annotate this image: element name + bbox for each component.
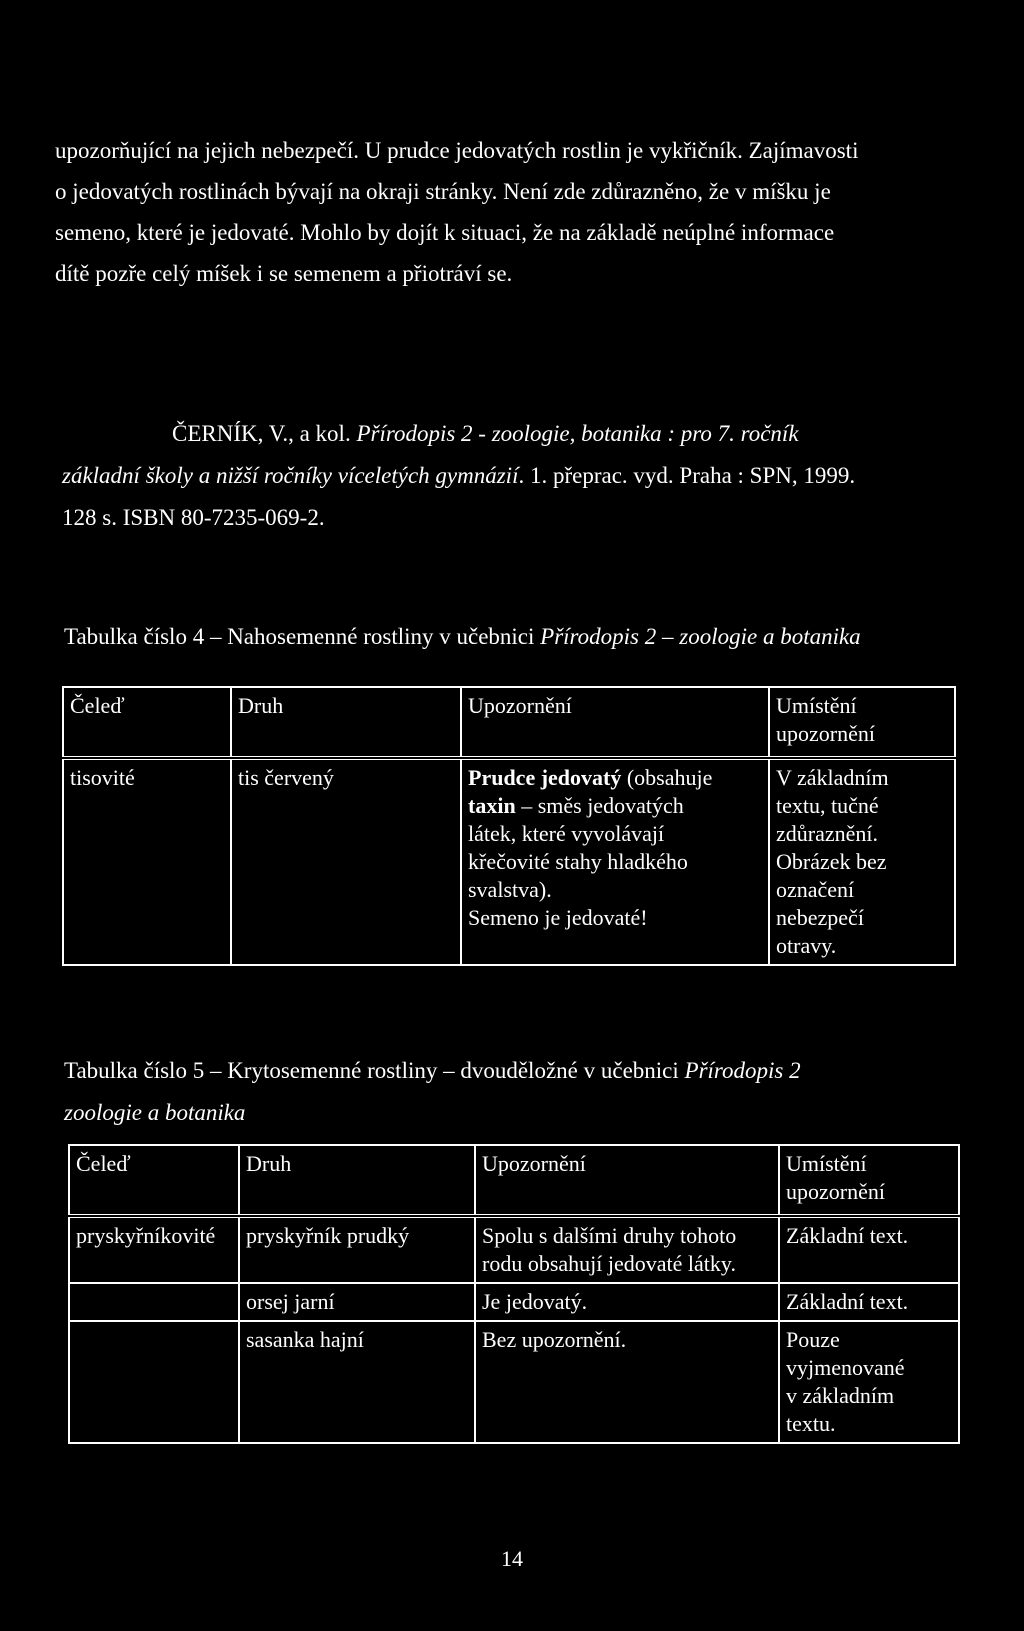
table5-caption [64,1050,801,1134]
cell-umisteni: Základní text. [779,1283,959,1321]
cell-upozorneni: Je jedovatý. [475,1283,779,1321]
cell-upozorneni: Bez upozornění. [475,1321,779,1443]
table-header-row [69,1145,959,1216]
header-celed: Čeleď [63,687,231,758]
bibliographic-reference [62,413,972,539]
table-row [63,758,955,965]
cell-druh: sasanka hajní [239,1321,475,1443]
reference-title: Přírodopis 2 - zoologie, botanika : pro 7. ročník [356,421,799,446]
table-row [69,1216,959,1283]
reference-title-continued: základní školy a nižší ročníky víceletých gymnázií [62,463,519,488]
cell-druh: pryskyřník prudký [239,1216,475,1283]
text-line: upozorňující na jejich nebezpečí. U prudce jedovatých rostlin je vykřičník. Zajímavosti [55,138,859,163]
text-line: dítě pozře celý míšek i se semenem a přiotráví se. [55,261,513,286]
reference-authors: ČERNÍK, V., a kol. [172,421,357,446]
header-umisteni: Umístění upozornění [769,687,955,758]
reference-publication: . 1. přeprac. vyd. Praha : SPN, 1999. [518,463,856,488]
table5-caption-title-continued: zoologie a botanika [64,1100,246,1125]
cell-celed [69,1283,239,1321]
cell-umisteni: Základní text. [779,1216,959,1283]
text-line: o jedovatých rostlinách bývají na okraji stránky. Není zde zdůrazněno, že v míšku je [55,179,831,204]
reference-line [62,413,972,455]
table5 [68,1144,960,1444]
cell-umisteni: V základním textu, tučné zdůraznění. Obrázek bez označení nebezpečí otravy. [769,758,955,965]
table4-caption [64,624,861,650]
cell-umisteni: Pouze vyjmenované v základním textu. [779,1321,959,1443]
table4-caption-title: Přírodopis 2 – zoologie a botanika [540,624,861,649]
cell-druh: tis červený [231,758,461,965]
header-druh: Druh [239,1145,475,1216]
intro-paragraph [55,130,985,294]
cell-upozorneni: Prudce jedovatý (obsahuje taxin – směs jedovatých látek, které vyvolávají křečovité stahy hladkého svalstva). Semeno je jedovaté! [461,758,769,965]
table5-caption-text: Tabulka číslo 5 – Krytosemenné rostliny – dvouděložné v učebnici [64,1058,685,1083]
page-number: 14 [501,1546,523,1571]
table-row [69,1321,959,1443]
table4-caption-text: Tabulka číslo 4 – Nahosemenné rostliny v učebnici [64,624,541,649]
header-druh: Druh [231,687,461,758]
reference-line: 128 s. ISBN 80-7235-069-2. [62,505,325,530]
cell-celed [69,1321,239,1443]
text-line: semeno, které je jedovaté. Mohlo by dojít k situaci, že na základě neúplné informace [55,220,835,245]
cell-upozorneni: Spolu s dalšími druhy tohoto rodu obsahují jedovaté látky. [475,1216,779,1283]
table-row [69,1283,959,1321]
cell-druh: orsej jarní [239,1283,475,1321]
table-header-row [63,687,955,758]
header-upozorneni: Upozornění [475,1145,779,1216]
header-umisteni: Umístění upozornění [779,1145,959,1216]
reference-line [62,455,972,497]
table4 [62,686,956,966]
header-celed: Čeleď [69,1145,239,1216]
header-upozorneni: Upozornění [461,687,769,758]
table5-caption-title: Přírodopis 2 [684,1058,801,1083]
cell-celed: tisovité [63,758,231,965]
cell-celed: pryskyřníkovité [69,1216,239,1283]
